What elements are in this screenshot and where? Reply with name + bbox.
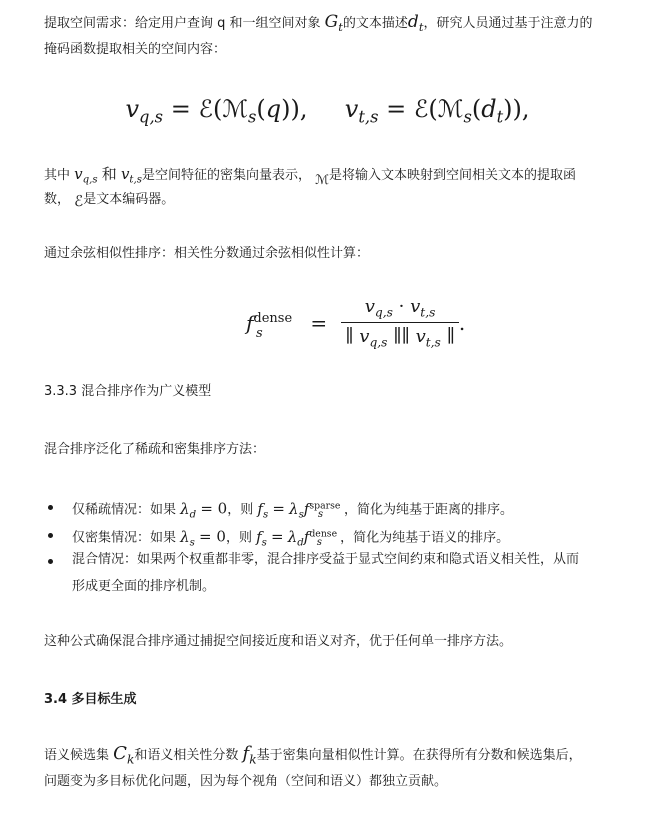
paragraph-extract-line1: 提取空间需求：给定用户查询 q 和一组空间对象 $G_t$的文本描述$d_t$，研究人员通过基于注意力的	[44, 12, 593, 35]
bullet-mixed-line2: 形成更全面的排序机制。	[72, 579, 216, 594]
paragraph-extract-line2: 掩码函数提取相关的空间内容：	[44, 42, 227, 57]
paragraph-where-line2: 数， ℰ是文本编码器。	[44, 192, 175, 210]
equation-cosine-similarity: $f^{dense}$ s = $\frac{v_{q,s} \cdot v_{t,s}}{\parallel v_{q,s} \parallel\parallel v_{t,s} \parallel}$ .	[246, 296, 466, 350]
paragraph-multi-objective-line1: 语义候选集 $C_k$和语义相关性分数 $f_k$基于密集向量相似性计算。在获得所有分数和候选集后，	[44, 743, 582, 767]
math-G-t: $G_t$	[324, 12, 343, 35]
bullet-marker	[48, 559, 53, 564]
paragraph-cosine: 通过余弦相似性排序：相关性分数通过余弦相似性计算：	[44, 246, 370, 261]
paragraph-hybrid: 混合排序泛化了稀疏和密集排序方法：	[44, 442, 266, 457]
bullet-marker	[48, 533, 53, 538]
equation-embedding: $v_{q,s}$ = ℰ(ℳ$_s$(q)), $v_{t,s}$ = $ℰ(ℳ_s(d_t))$,	[125, 95, 530, 127]
bullet-dense-only: 仅密集情况：如果 $\lambda_s = 0$，则 $f_s = \lambda_df^{dense}_s$ ，简化为纯基于语义的排序。	[72, 527, 510, 549]
section-heading-3-3-3: 3.3.3 混合排序作为广义模型	[44, 384, 212, 399]
paragraph-conclusion: 这种公式确保混合排序通过捕捉空间接近度和语义对齐，优于任何单一排序方法。	[44, 634, 513, 649]
paragraph-where-line1: 其中 $v_{q,s}$ 和 $v_{t,s}$是空间特征的密集向量表示， ℳ是将输入文本映射到空间相关文本的提取函	[44, 165, 577, 188]
math-d-t: $d_t$	[407, 12, 424, 35]
bullet-sparse-only: 仅稀疏情况：如果 $\lambda_d = 0$，则 $f_s = \lambda_sf^{sparse}_s$ ，简化为纯基于距离的排序。	[72, 499, 513, 521]
bullet-mixed-line1: 混合情况：如果两个权重都非零，混合排序受益于显式空间约束和隐式语义相关性，从而	[72, 552, 580, 567]
bullet-marker	[48, 505, 53, 510]
section-heading-3-4: 3.4 多目标生成	[44, 692, 137, 707]
paragraph-multi-objective-line2: 问题变为多目标优化问题，因为每个视角（空间和语义）都独立贡献。	[44, 774, 448, 789]
